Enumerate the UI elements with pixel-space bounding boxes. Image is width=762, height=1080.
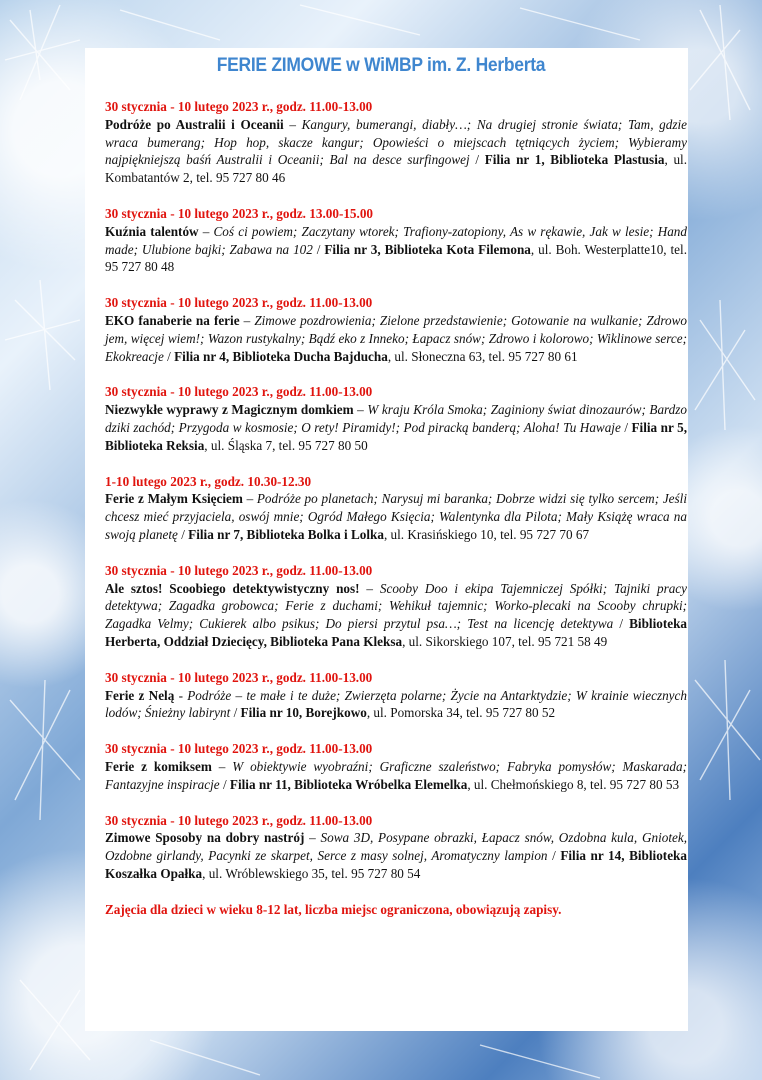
event-address: , ul. Krasińskiego 10, tel. 95 727 70 67 — [383, 526, 590, 542]
event-description — [105, 580, 687, 651]
event-place: Filia nr 10, Borejkowo — [240, 705, 367, 721]
event-separator: / — [620, 419, 632, 435]
footer-note: Zajęcia dla dzieci w wieku 8-12 lat, liczba miejsc ograniczona, obowiązują zapisy. — [105, 901, 562, 917]
event-place: Filia nr 5, Biblioteka Reksia — [105, 419, 687, 453]
event-name: EKO fanaberie na ferie — [105, 312, 240, 328]
event-name: Niezwykłe wyprawy z Magicznym domkiem — [105, 402, 354, 418]
event-description — [105, 223, 687, 276]
event-address: , ul. Chełmońskiego 8, tel. 95 727 80 53 — [467, 776, 680, 792]
event-activities: W obiektywie wyobraźni; Graficzne szaleństwo; Fabryka pomysłów; Maskarada; Fantazyjne inspiracje — [105, 758, 688, 792]
event-place: Filia nr 3, Biblioteka Kota Filemona — [324, 241, 531, 257]
event-activities: Kangury, bumerangi, diabły…; Na drugiej stronie świata; Tam, gdzie wraca bumerang; Hop hop, skacze kangur; Opowieści o miejscach tętniących życiem; Wybieramy najpiękniejszą baśń Australii i Oceanii; Bal na desce surfingowej — [105, 116, 688, 168]
event-description — [105, 116, 687, 187]
event-description — [105, 312, 687, 365]
event-date: 1-10 lutego 2023 r., godz. 10.30-12.30 — [105, 473, 312, 489]
event-description — [105, 758, 687, 794]
event-name: Kuźnia talentów — [105, 223, 199, 239]
event-item — [105, 205, 687, 276]
event-activities: Podróże – te małe i te duże; Zwierzęta polarne; Życie na Antarktydzie; W krainie wiecznych lodów; Śnieżny labirynt — [105, 687, 687, 721]
event-item — [105, 98, 687, 187]
event-item — [105, 383, 687, 454]
event-activities: Coś ci powiem; Zaczytany wtorek; Trafiony-zatopiony, As w rękawie, Jak w lesie; Hand made; Ulubione bajki; Zabawa na 102 — [105, 223, 687, 257]
event-activities: Sowa 3D, Posypane obrazki, Łapacz snów, Ozdobna kula, Gniotek, Ozdobne girlandy, Pacynki ze skarpet, Serce z masy solnej, Aromatyczny lampion — [105, 830, 688, 864]
event-item — [105, 294, 687, 365]
event-item — [105, 669, 687, 722]
event-item — [105, 740, 687, 793]
event-activities: Zimowe pozdrowienia; Zielone przedstawienie; Gotowanie na wulkanie; Zdrowo jem, więcej wiem!; Wazon rustykalny; Bądź eko z Inneko; Łapacz snów; Zdrowo i kolorowo; Wiklinowe serce; Ekokreacje — [105, 312, 688, 364]
event-separator: / — [230, 705, 241, 721]
event-description — [105, 490, 687, 543]
event-description — [105, 687, 687, 723]
event-activities: Podróże po planetach; Narysuj mi baranka; Dobrze widzi się tylko sercem; Jeśli chcesz mieć przyjaciela, oswój mnie; Ogród Małego Księcia; Walentynka dla Pilota; Mały Książę wraca na swoją planetę — [105, 491, 687, 542]
event-date: 30 stycznia - 10 lutego 2023 r., godz. 11.00-13.00 — [105, 295, 373, 311]
event-dash: – — [211, 758, 233, 774]
event-dash: - — [174, 687, 188, 703]
event-date: 30 stycznia - 10 lutego 2023 r., godz. 11.00-13.00 — [105, 384, 373, 400]
event-activities: Scooby Doo i ekipa Tajemniczej Spółki; Tajniki pracy detektywa; Zagadka grobowca; Ferie z duchami; Wehikuł tajemnic; Worko-plecaki na Scooby chrupki; Zagadka Velmy; Cukierek albo psikus; Do piersi przytul psa…; Test na licencję detektywa — [105, 580, 688, 632]
event-name: Podróże po Australii i Oceanii — [105, 116, 284, 132]
event-date: 30 stycznia - 10 lutego 2023 r., godz. 11.00-13.00 — [105, 741, 373, 757]
event-separator: / — [177, 526, 189, 542]
event-date: 30 stycznia - 10 lutego 2023 r., godz. 11.00-13.00 — [105, 99, 373, 114]
event-date: 30 stycznia - 10 lutego 2023 r., godz. 13.00-15.00 — [105, 205, 374, 221]
event-dash: – — [198, 223, 214, 239]
event-address: , ul. Sikorskiego 107, tel. 95 721 58 49 — [402, 633, 608, 649]
event-address: , ul. Wróblewskiego 35, tel. 95 727 80 54 — [202, 865, 421, 881]
event-dash: – — [242, 491, 257, 507]
event-place: Filia nr 11, Biblioteka Wróbelka Elemelka — [229, 776, 468, 792]
event-item — [105, 562, 687, 651]
event-separator: / — [547, 848, 561, 864]
event-address: , ul. Kombatantów 2, tel. 95 727 80 46 — [105, 152, 687, 186]
event-separator: / — [469, 152, 485, 168]
event-dash: – — [353, 402, 368, 418]
event-place: Biblioteka Herberta, Oddział Dziecięcy, Biblioteka Pana Kleksa — [105, 616, 687, 649]
event-date: 30 stycznia - 10 lutego 2023 r., godz. 11.00-13.00 — [105, 669, 373, 685]
event-separator: / — [219, 776, 230, 792]
event-name: Ale sztos! Scoobiego detektywistyczny nos! — [105, 580, 360, 596]
event-dash: – — [239, 312, 255, 328]
event-activities: W kraju Króla Smoka; Zaginiony świat dinozaurów; Bardzo dziki zachód; Przygoda w kosmosie; O rety! Piramidy!; Pod piracką banderą; Aloha! Tu Hawaje — [105, 402, 688, 435]
events-list — [105, 98, 687, 918]
event-name: Zimowe Sposoby na dobry nastrój — [105, 830, 305, 846]
event-dash: – — [283, 116, 302, 132]
event-name: Ferie z komiksem — [105, 758, 212, 774]
event-date: 30 stycznia - 10 lutego 2023 r., godz. 11.00-13.00 — [105, 562, 373, 578]
event-address: , ul. Pomorska 34, tel. 95 727 80 52 — [366, 705, 556, 721]
event-place: Filia nr 1, Biblioteka Plastusia — [484, 152, 665, 168]
event-place: Filia nr 14, Biblioteka Koszałka Opałka — [105, 848, 687, 881]
event-dash: – — [359, 580, 380, 596]
event-address: , ul. Słoneczna 63, tel. 95 727 80 61 — [387, 348, 578, 364]
event-description — [105, 401, 687, 454]
event-item — [105, 473, 687, 544]
event-address: , ul. Śląska 7, tel. 95 727 80 50 — [204, 437, 368, 453]
event-address: , ul. Boh. Westerplatte10, tel. 95 727 80 48 — [105, 241, 687, 275]
event-description — [105, 829, 687, 882]
event-date: 30 stycznia - 10 lutego 2023 r., godz. 11.00-13.00 — [105, 812, 373, 828]
page-title: FERIE ZIMOWE w WiMBP im. Z. Herberta — [216, 55, 546, 76]
event-item — [105, 812, 687, 883]
event-name: Ferie z Nelą — [105, 687, 175, 703]
event-place: Filia nr 4, Biblioteka Ducha Bajducha — [174, 348, 388, 364]
event-separator: / — [312, 241, 325, 257]
event-dash: – — [304, 830, 321, 846]
event-separator: / — [163, 348, 175, 364]
event-place: Filia nr 7, Biblioteka Bolka i Lolka — [188, 526, 384, 542]
event-separator: / — [613, 616, 630, 632]
event-name: Ferie z Małym Księciem — [105, 491, 243, 507]
